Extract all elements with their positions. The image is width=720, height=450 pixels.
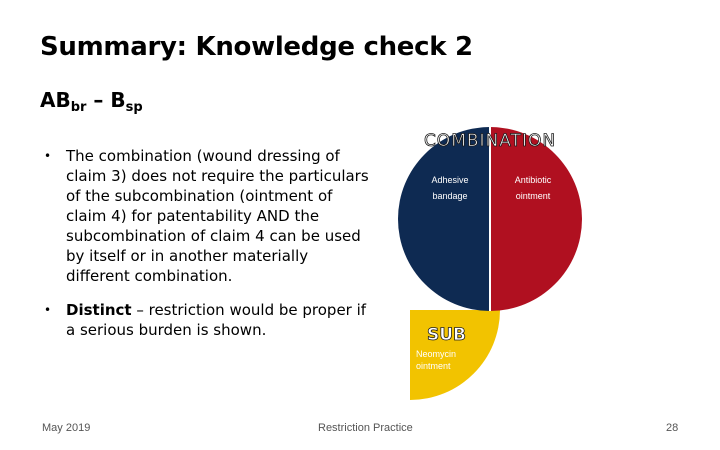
footer-title: Restriction Practice (318, 422, 413, 434)
bullet-item-distinct (44, 300, 374, 340)
right-label-line1: Antibiotic (514, 175, 552, 185)
combination-diagram (380, 110, 700, 410)
bullet-bold-term: Distinct (66, 301, 132, 319)
slide-title: Summary: Knowledge check 2 (40, 32, 473, 62)
right-label-line2: ointment (515, 191, 551, 201)
combination-left-half (398, 127, 490, 311)
sub-text-line1: Neomycin (416, 349, 457, 359)
left-label-line1: Adhesive (431, 175, 469, 185)
bullet-item-combination (44, 146, 374, 286)
bullet-dot-icon: • (44, 303, 52, 317)
footer-date: May 2019 (42, 422, 91, 434)
subtitle-sub-sp: sp (125, 100, 143, 115)
bullet-list (44, 146, 374, 354)
combination-right-half (490, 127, 582, 311)
bullet-dot-icon: • (44, 149, 52, 163)
page-number: 28 (666, 422, 679, 434)
subtitle-main: AB (40, 88, 71, 112)
bullet-text: – restriction would be proper if a serious burden is shown. (66, 301, 367, 339)
slide-subtitle (40, 88, 143, 115)
subtitle-dash: – B (86, 88, 126, 112)
sub-text-line2: ointment (416, 361, 451, 371)
subtitle-sub-br: br (70, 100, 87, 115)
left-label-line2: bandage (432, 191, 468, 201)
combination-label: COMBINATION (423, 131, 557, 151)
sub-label: SUB (427, 325, 467, 345)
bullet-text: The combination (wound dressing of claim 3) does not require the particulars of the subcombination (ointment of claim 4) for patentability AND the subcombination of claim 4 can be used by itself or in another materially different combination. (66, 147, 369, 285)
